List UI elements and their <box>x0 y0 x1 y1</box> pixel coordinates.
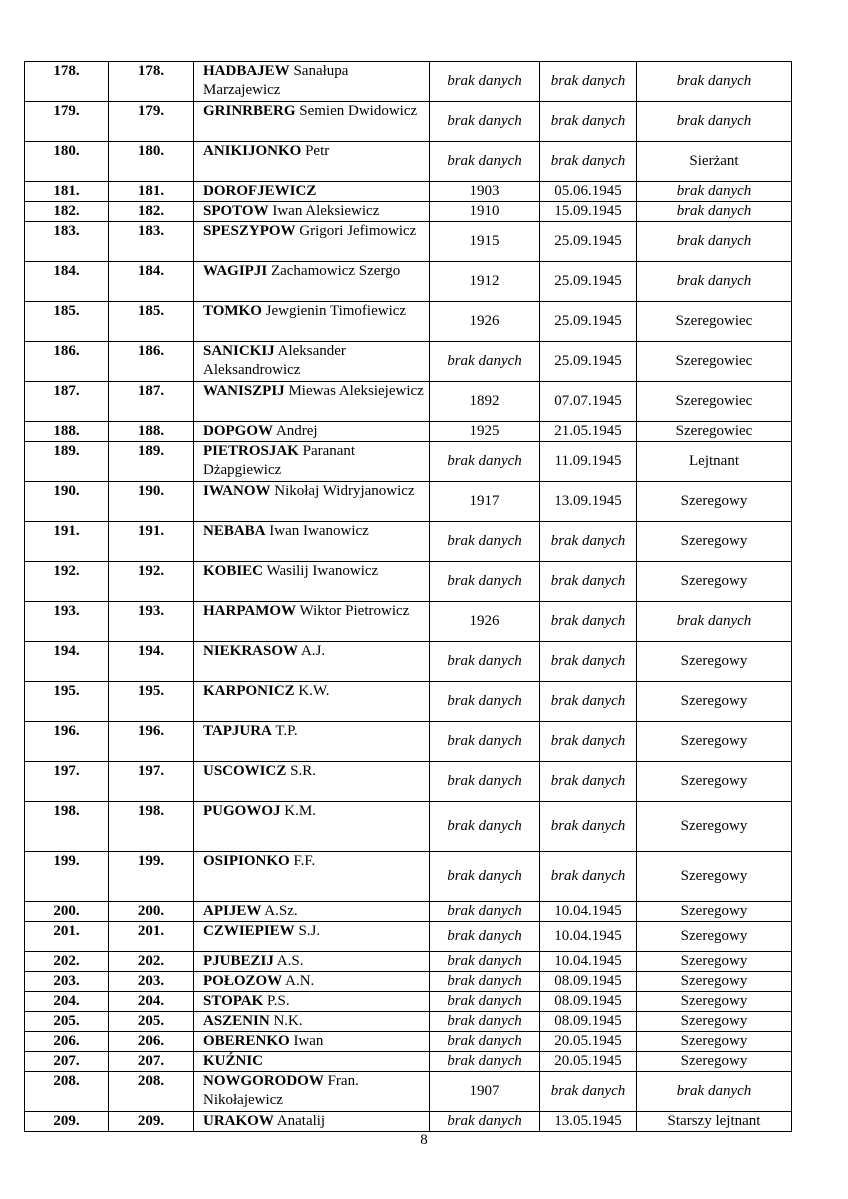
name-cell <box>194 442 430 482</box>
row-number-cell: 190. <box>25 482 109 522</box>
rank-cell: brak danych <box>637 202 792 222</box>
given-name: Iwan <box>293 1033 324 1049</box>
surname: KUŹNIC <box>203 1053 264 1069</box>
table-row <box>25 852 792 902</box>
birth-year-cell: brak danych <box>430 682 540 722</box>
record-number-cell: 187. <box>109 382 194 422</box>
given-name: Iwan Iwanowicz <box>269 523 369 539</box>
rank-cell: Szeregowy <box>637 1012 792 1032</box>
death-date-cell: 15.09.1945 <box>540 202 637 222</box>
row-number-cell: 203. <box>25 972 109 992</box>
record-number-cell: 206. <box>109 1032 194 1052</box>
rank-cell: Szeregowy <box>637 992 792 1012</box>
surname: STOPAK <box>203 993 264 1009</box>
surname: SANICKIJ <box>203 343 275 359</box>
table-row <box>25 422 792 442</box>
death-date-cell: brak danych <box>540 852 637 902</box>
name-cell <box>194 1012 430 1032</box>
birth-year-cell: brak danych <box>430 1012 540 1032</box>
given-name: Jewgienin Timofiewicz <box>265 303 407 319</box>
birth-year-cell: brak danych <box>430 62 540 102</box>
record-number-cell: 192. <box>109 562 194 602</box>
row-number-cell: 179. <box>25 102 109 142</box>
death-date-cell: brak danych <box>540 762 637 802</box>
row-number-cell: 187. <box>25 382 109 422</box>
name-cell <box>194 62 430 102</box>
table-row <box>25 642 792 682</box>
surname: PJUBEZIJ <box>203 953 274 969</box>
row-number-cell: 191. <box>25 522 109 562</box>
row-number-cell: 208. <box>25 1072 109 1112</box>
record-number-cell: 207. <box>109 1052 194 1072</box>
death-date-cell: 07.07.1945 <box>540 382 637 422</box>
row-number-cell: 207. <box>25 1052 109 1072</box>
given-name: Paranant Dżapgiewicz <box>203 443 356 478</box>
given-name: Zachamowicz Szergo <box>270 263 401 279</box>
name-cell <box>194 1032 430 1052</box>
row-number-cell: 178. <box>25 62 109 102</box>
death-date-cell: 13.09.1945 <box>540 482 637 522</box>
name-cell <box>194 802 430 852</box>
table-row <box>25 1112 792 1132</box>
name-cell <box>194 972 430 992</box>
rank-cell: brak danych <box>637 262 792 302</box>
record-number-cell: 204. <box>109 992 194 1012</box>
table-row <box>25 762 792 802</box>
surname: NEBABA <box>203 523 266 539</box>
death-date-cell: 13.05.1945 <box>540 1112 637 1132</box>
record-number-cell: 186. <box>109 342 194 382</box>
row-number-cell: 202. <box>25 952 109 972</box>
rank-cell: Szeregowiec <box>637 342 792 382</box>
death-date-cell: 08.09.1945 <box>540 1012 637 1032</box>
death-date-cell: 11.09.1945 <box>540 442 637 482</box>
death-date-cell: brak danych <box>540 142 637 182</box>
table-row <box>25 62 792 102</box>
rank-cell: Szeregowy <box>637 722 792 762</box>
surname: PUGOWOJ <box>203 803 281 819</box>
rank-cell: Szeregowy <box>637 642 792 682</box>
surname: SPOTOW <box>203 203 269 219</box>
record-number-cell: 195. <box>109 682 194 722</box>
surname: TAPJURA <box>203 723 272 739</box>
birth-year-cell: brak danych <box>430 522 540 562</box>
record-number-cell: 189. <box>109 442 194 482</box>
name-cell <box>194 302 430 342</box>
rank-cell: brak danych <box>637 222 792 262</box>
given-name: N.K. <box>273 1013 303 1029</box>
row-number-cell: 185. <box>25 302 109 342</box>
given-name: Sanałupa Marzajewicz <box>203 63 349 98</box>
surname: CZWIEPIEW <box>203 923 295 939</box>
name-cell <box>194 682 430 722</box>
given-name: Semien Dwidowicz <box>299 103 418 119</box>
birth-year-cell: brak danych <box>430 992 540 1012</box>
record-number-cell: 203. <box>109 972 194 992</box>
given-name: Wiktor Pietrowicz <box>299 603 410 619</box>
birth-year-cell: brak danych <box>430 642 540 682</box>
name-cell <box>194 182 430 202</box>
surname: ANIKIJONKO <box>203 143 302 159</box>
birth-year-cell: brak danych <box>430 442 540 482</box>
given-name: Grigori Jefimowicz <box>299 223 417 239</box>
surname: ASZENIN <box>203 1013 270 1029</box>
given-name: Fran. Nikołajewicz <box>203 1073 359 1108</box>
given-name: Miewas Aleksiejewicz <box>288 383 424 399</box>
record-number-cell: 188. <box>109 422 194 442</box>
birth-year-cell: brak danych <box>430 922 540 952</box>
surname: USCOWICZ <box>203 763 287 779</box>
name-cell <box>194 562 430 602</box>
record-number-cell: 209. <box>109 1112 194 1132</box>
death-date-cell: 20.05.1945 <box>540 1032 637 1052</box>
row-number-cell: 209. <box>25 1112 109 1132</box>
row-number-cell: 197. <box>25 762 109 802</box>
rank-cell: brak danych <box>637 62 792 102</box>
table-row <box>25 222 792 262</box>
table-row <box>25 802 792 852</box>
row-number-cell: 195. <box>25 682 109 722</box>
birth-year-cell: brak danych <box>430 342 540 382</box>
rank-cell: Szeregowy <box>637 952 792 972</box>
table-row <box>25 682 792 722</box>
table-row <box>25 442 792 482</box>
rank-cell: Starszy lejtnant <box>637 1112 792 1132</box>
record-number-cell: 193. <box>109 602 194 642</box>
given-name: Nikołaj Widryjanowicz <box>274 483 415 499</box>
death-date-cell: 10.04.1945 <box>540 902 637 922</box>
surname: KARPONICZ <box>203 683 295 699</box>
name-cell <box>194 922 430 952</box>
record-number-cell: 185. <box>109 302 194 342</box>
record-number-cell: 179. <box>109 102 194 142</box>
birth-year-cell: brak danych <box>430 722 540 762</box>
table-row <box>25 522 792 562</box>
surname: NIEKRASOW <box>203 643 299 659</box>
name-cell <box>194 602 430 642</box>
rank-cell: Szeregowy <box>637 482 792 522</box>
name-cell <box>194 642 430 682</box>
table-row <box>25 1032 792 1052</box>
row-number-cell: 201. <box>25 922 109 952</box>
name-cell <box>194 992 430 1012</box>
name-cell <box>194 902 430 922</box>
row-number-cell: 193. <box>25 602 109 642</box>
name-cell <box>194 762 430 802</box>
surname: NOWGORODOW <box>203 1073 324 1089</box>
record-number-cell: 197. <box>109 762 194 802</box>
table-row <box>25 952 792 972</box>
record-number-cell: 208. <box>109 1072 194 1112</box>
given-name: K.W. <box>298 683 330 699</box>
row-number-cell: 182. <box>25 202 109 222</box>
rank-cell: Szeregowy <box>637 1052 792 1072</box>
surname: URAKOW <box>203 1113 274 1129</box>
given-name: A.N. <box>285 973 315 989</box>
table-row <box>25 722 792 762</box>
given-name: Anatalij <box>276 1113 326 1129</box>
rank-cell: brak danych <box>637 182 792 202</box>
record-number-cell: 183. <box>109 222 194 262</box>
birth-year-cell: brak danych <box>430 1112 540 1132</box>
burial-list-table <box>24 61 792 1132</box>
name-cell <box>194 222 430 262</box>
record-number-cell: 199. <box>109 852 194 902</box>
name-cell <box>194 952 430 972</box>
birth-year-cell: 1926 <box>430 602 540 642</box>
surname: KOBIEC <box>203 563 264 579</box>
given-name: P.S. <box>267 993 290 1009</box>
rank-cell: brak danych <box>637 102 792 142</box>
birth-year-cell: brak danych <box>430 852 540 902</box>
given-name: Wasilij Iwanowicz <box>266 563 379 579</box>
record-number-cell: 181. <box>109 182 194 202</box>
death-date-cell: 10.04.1945 <box>540 922 637 952</box>
surname: APIJEW <box>203 903 262 919</box>
birth-year-cell: brak danych <box>430 802 540 852</box>
surname: HADBAJEW <box>203 63 290 79</box>
table-row <box>25 902 792 922</box>
rank-cell: Szeregowy <box>637 972 792 992</box>
rank-cell: Szeregowy <box>637 802 792 852</box>
death-date-cell: brak danych <box>540 722 637 762</box>
given-name: S.R. <box>290 763 316 779</box>
birth-year-cell: 1925 <box>430 422 540 442</box>
birth-year-cell: brak danych <box>430 972 540 992</box>
record-number-cell: 178. <box>109 62 194 102</box>
death-date-cell: 08.09.1945 <box>540 992 637 1012</box>
record-number-cell: 184. <box>109 262 194 302</box>
surname: PIETROSJAK <box>203 443 299 459</box>
rank-cell: Szeregowiec <box>637 382 792 422</box>
row-number-cell: 186. <box>25 342 109 382</box>
rank-cell: brak danych <box>637 602 792 642</box>
rank-cell: Szeregowy <box>637 922 792 952</box>
table-row <box>25 182 792 202</box>
death-date-cell: brak danych <box>540 642 637 682</box>
name-cell <box>194 202 430 222</box>
name-cell <box>194 482 430 522</box>
birth-year-cell: 1903 <box>430 182 540 202</box>
table-body <box>25 62 792 1132</box>
surname: TOMKO <box>203 303 262 319</box>
table-row <box>25 342 792 382</box>
birth-year-cell: brak danych <box>430 902 540 922</box>
table-row <box>25 972 792 992</box>
row-number-cell: 183. <box>25 222 109 262</box>
death-date-cell: brak danych <box>540 1072 637 1112</box>
name-cell <box>194 1112 430 1132</box>
row-number-cell: 181. <box>25 182 109 202</box>
given-name: A.S. <box>276 953 304 969</box>
given-name: Iwan Aleksiewicz <box>272 203 380 219</box>
given-name: K.M. <box>284 803 316 819</box>
birth-year-cell: brak danych <box>430 952 540 972</box>
rank-cell: Szeregowy <box>637 902 792 922</box>
given-name: T.P. <box>275 723 298 739</box>
record-number-cell: 180. <box>109 142 194 182</box>
birth-year-cell: brak danych <box>430 142 540 182</box>
rank-cell: Sierżant <box>637 142 792 182</box>
rank-cell: Szeregowy <box>637 762 792 802</box>
death-date-cell: brak danych <box>540 602 637 642</box>
name-cell <box>194 852 430 902</box>
record-number-cell: 191. <box>109 522 194 562</box>
table-row <box>25 602 792 642</box>
record-number-cell: 200. <box>109 902 194 922</box>
death-date-cell: 25.09.1945 <box>540 302 637 342</box>
table-row <box>25 202 792 222</box>
death-date-cell: brak danych <box>540 682 637 722</box>
name-cell <box>194 382 430 422</box>
surname: OBERENKO <box>203 1033 290 1049</box>
surname: DOROFJEWICZ <box>203 183 317 199</box>
surname: HARPAMOW <box>203 603 297 619</box>
row-number-cell: 192. <box>25 562 109 602</box>
row-number-cell: 184. <box>25 262 109 302</box>
row-number-cell: 206. <box>25 1032 109 1052</box>
birth-year-cell: 1910 <box>430 202 540 222</box>
name-cell <box>194 522 430 562</box>
death-date-cell: brak danych <box>540 62 637 102</box>
name-cell <box>194 342 430 382</box>
table-row <box>25 562 792 602</box>
record-number-cell: 194. <box>109 642 194 682</box>
table-row <box>25 1012 792 1032</box>
birth-year-cell: brak danych <box>430 562 540 602</box>
death-date-cell: brak danych <box>540 102 637 142</box>
death-date-cell: 25.09.1945 <box>540 262 637 302</box>
record-number-cell: 190. <box>109 482 194 522</box>
surname: DOPGOW <box>203 423 273 439</box>
name-cell <box>194 142 430 182</box>
row-number-cell: 204. <box>25 992 109 1012</box>
birth-year-cell: brak danych <box>430 102 540 142</box>
table-row <box>25 1072 792 1112</box>
surname: WAGIPJI <box>203 263 268 279</box>
surname: WANISZPIJ <box>203 383 285 399</box>
record-number-cell: 205. <box>109 1012 194 1032</box>
table-row <box>25 922 792 952</box>
rank-cell: Szeregowy <box>637 682 792 722</box>
given-name: F.F. <box>293 853 316 869</box>
rank-cell: Szeregowy <box>637 1032 792 1052</box>
rank-cell: Szeregowy <box>637 562 792 602</box>
name-cell <box>194 422 430 442</box>
row-number-cell: 180. <box>25 142 109 182</box>
row-number-cell: 198. <box>25 802 109 852</box>
death-date-cell: 21.05.1945 <box>540 422 637 442</box>
row-number-cell: 189. <box>25 442 109 482</box>
rank-cell: Lejtnant <box>637 442 792 482</box>
birth-year-cell: 1892 <box>430 382 540 422</box>
name-cell <box>194 262 430 302</box>
table-row <box>25 1052 792 1072</box>
table-row <box>25 142 792 182</box>
name-cell <box>194 1072 430 1112</box>
death-date-cell: 25.09.1945 <box>540 222 637 262</box>
row-number-cell: 205. <box>25 1012 109 1032</box>
table-row <box>25 262 792 302</box>
table-row <box>25 482 792 522</box>
rank-cell: Szeregowiec <box>637 302 792 342</box>
record-number-cell: 198. <box>109 802 194 852</box>
birth-year-cell: 1915 <box>430 222 540 262</box>
death-date-cell: 20.05.1945 <box>540 1052 637 1072</box>
given-name: A.Sz. <box>264 903 298 919</box>
death-date-cell: brak danych <box>540 802 637 852</box>
name-cell <box>194 722 430 762</box>
row-number-cell: 188. <box>25 422 109 442</box>
death-date-cell: 25.09.1945 <box>540 342 637 382</box>
birth-year-cell: 1926 <box>430 302 540 342</box>
record-number-cell: 202. <box>109 952 194 972</box>
given-name: S.J. <box>298 923 321 939</box>
record-number-cell: 196. <box>109 722 194 762</box>
surname: SPESZYPOW <box>203 223 296 239</box>
given-name: Petr <box>305 143 330 159</box>
rank-cell: Szeregowiec <box>637 422 792 442</box>
death-date-cell: 08.09.1945 <box>540 972 637 992</box>
row-number-cell: 194. <box>25 642 109 682</box>
surname: GRINRBERG <box>203 103 296 119</box>
table-row <box>25 302 792 342</box>
rank-cell: Szeregowy <box>637 522 792 562</box>
birth-year-cell: 1917 <box>430 482 540 522</box>
death-date-cell: 05.06.1945 <box>540 182 637 202</box>
record-number-cell: 182. <box>109 202 194 222</box>
death-date-cell: 10.04.1945 <box>540 952 637 972</box>
row-number-cell: 200. <box>25 902 109 922</box>
birth-year-cell: brak danych <box>430 762 540 802</box>
given-name: Andrej <box>275 423 318 439</box>
surname: IWANOW <box>203 483 271 499</box>
table-row <box>25 382 792 422</box>
page-number: 8 <box>420 1132 428 1148</box>
surname: POŁOZOW <box>203 973 283 989</box>
row-number-cell: 199. <box>25 852 109 902</box>
birth-year-cell: brak danych <box>430 1032 540 1052</box>
rank-cell: brak danych <box>637 1072 792 1112</box>
table-row <box>25 102 792 142</box>
name-cell <box>194 1052 430 1072</box>
given-name: A.J. <box>300 643 326 659</box>
birth-year-cell: brak danych <box>430 1052 540 1072</box>
surname: OSIPIONKO <box>203 853 290 869</box>
table-row <box>25 992 792 1012</box>
given-name: Aleksander Aleksandrowicz <box>203 343 346 378</box>
birth-year-cell: 1912 <box>430 262 540 302</box>
record-number-cell: 201. <box>109 922 194 952</box>
rank-cell: Szeregowy <box>637 852 792 902</box>
death-date-cell: brak danych <box>540 562 637 602</box>
birth-year-cell: 1907 <box>430 1072 540 1112</box>
name-cell <box>194 102 430 142</box>
row-number-cell: 196. <box>25 722 109 762</box>
death-date-cell: brak danych <box>540 522 637 562</box>
